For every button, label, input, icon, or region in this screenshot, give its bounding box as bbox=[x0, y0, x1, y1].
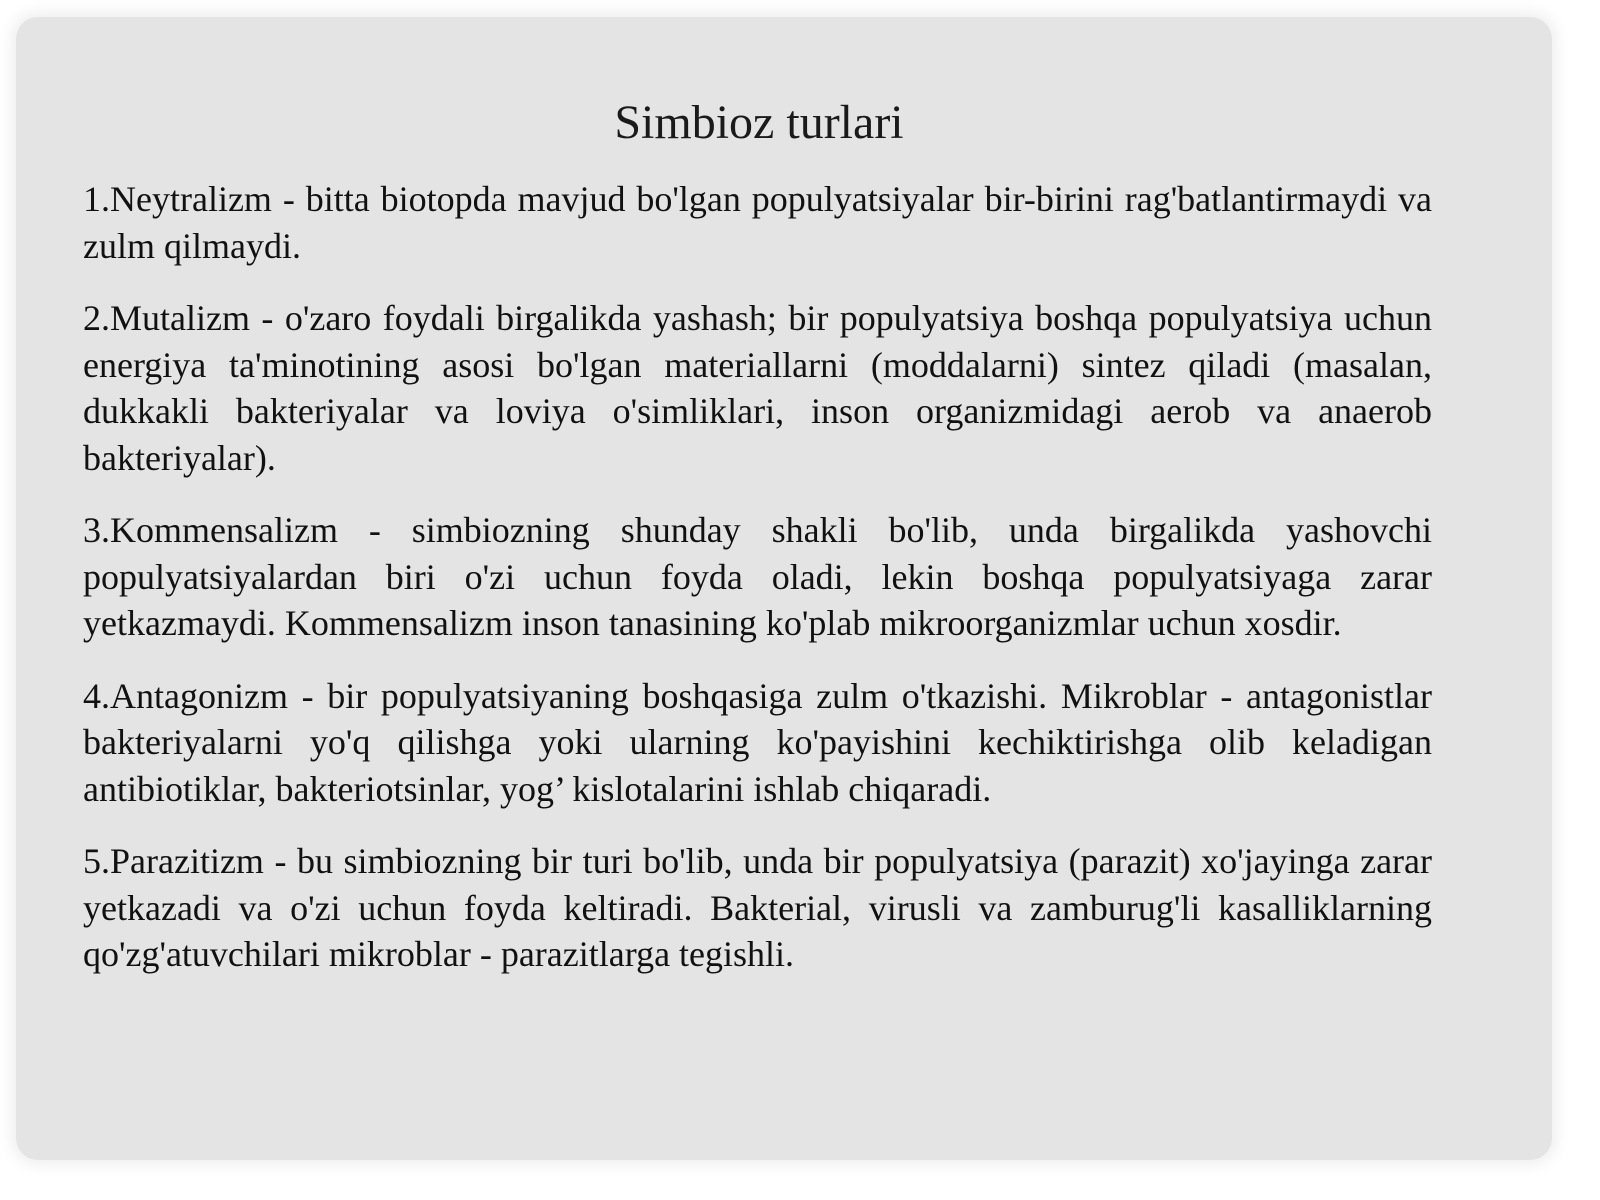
paragraph-neytralizm: 1.Neytralizm - bitta biotopda mavjud bo'lgan populyatsiyalar bir-birini rag'batlantirmaydi va zulm qilmaydi. bbox=[83, 179, 1432, 266]
paragraph-kommensalizm: 3.Kommensalizm - simbiozning shunday shakli bo'lib, unda birgalikda yashovchi populyatsiyalardan biri o'zi uchun foyda oladi, lekin boshqa populyatsiyaga zarar yetkazmaydi. Kommensalizm inson tanasining ko'plab mikroorganizmlar uchun xosdir. bbox=[83, 510, 1432, 643]
paragraph-mutalizm: 2.Mutalizm - o'zaro foydali birgalikda yashash; bir populyatsiya boshqa populyatsiya uchun energiya ta'minotining asosi bo'lgan materiallarni (moddalarni) sintez qiladi (masalan, dukkakli bakteriyalar va loviya o'simliklari, inson organizmidagi aerob va anaerob bakteriyalar). bbox=[83, 298, 1432, 478]
paragraph-antagonizm: 4.Antagonizm - bir populyatsiyaning boshqasiga zulm o'tkazishi. Mikroblar - antagonistlar bakteriyalarni yo'q qilishga yoki ularning ko'payishini kechiktirishga olib keladigan antibiotiklar, bakteriotsinlar, yog’ kislotalarini ishlab chiqaradi. bbox=[83, 675, 1432, 809]
slide bbox=[16, 17, 1552, 1160]
paragraph-parazitizm: 5.Parazitizm - bu simbiozning bir turi bo'lib, unda bir populyatsiya (parazit) xo'jayinga zarar yetkazadi va o'zi uchun foyda keltiradi. Bakterial, virusli va zamburug'li kasalliklarning qo'zg'atuvchilari mikroblar - parazitlarga tegishli. bbox=[83, 841, 1432, 974]
slide-title: Simbioz turlari bbox=[614, 96, 904, 149]
slide-body bbox=[83, 176, 1432, 1004]
